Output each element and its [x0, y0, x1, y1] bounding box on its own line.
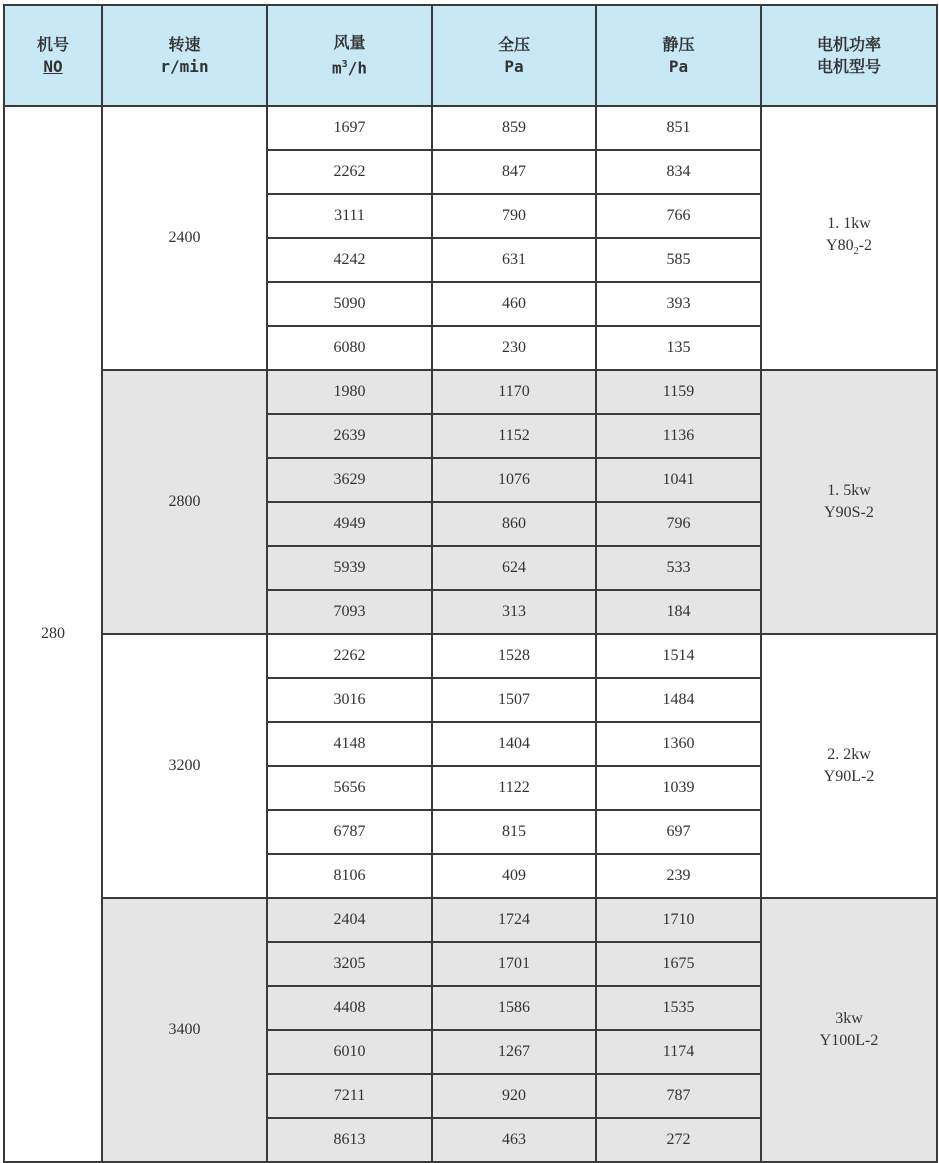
model-no-cell: 280	[4, 106, 102, 1162]
header-static-pressure	[596, 5, 761, 106]
total-cell: 1701	[432, 942, 596, 986]
header-motor	[761, 5, 937, 106]
header-speed-unit: r/min	[160, 56, 209, 76]
header-model-no	[4, 5, 102, 106]
speed-cell: 3400	[102, 898, 267, 1162]
airflow-cell: 5090	[267, 282, 432, 326]
total-cell: 860	[432, 502, 596, 546]
header-total-pressure-unit: Pa	[504, 56, 524, 76]
table-row	[4, 898, 937, 942]
static-cell: 1039	[596, 766, 761, 810]
airflow-cell: 5939	[267, 546, 432, 590]
airflow-cell: 4242	[267, 238, 432, 282]
fan-performance-table	[3, 4, 938, 1163]
header-total-pressure	[432, 5, 596, 106]
static-cell: 1535	[596, 986, 761, 1030]
static-cell: 135	[596, 326, 761, 370]
header-airflow-unit	[268, 54, 431, 79]
motor-model-sub: 2	[853, 246, 859, 258]
airflow-cell: 3205	[267, 942, 432, 986]
motor-cell	[761, 106, 937, 370]
header-row	[4, 5, 937, 106]
static-cell: 393	[596, 282, 761, 326]
total-cell: 859	[432, 106, 596, 150]
airflow-cell: 3111	[267, 194, 432, 238]
airflow-cell: 2639	[267, 414, 432, 458]
static-cell: 1159	[596, 370, 761, 414]
static-cell: 1136	[596, 414, 761, 458]
motor-model: Y90S-2	[824, 504, 874, 521]
static-cell: 787	[596, 1074, 761, 1118]
speed-cell: 2800	[102, 370, 267, 634]
static-cell: 184	[596, 590, 761, 634]
motor-cell	[761, 634, 937, 898]
motor-power: 1. 1kw	[827, 214, 871, 232]
header-total-pressure-title: 全压	[497, 34, 530, 54]
total-cell: 460	[432, 282, 596, 326]
header-speed	[102, 5, 267, 106]
total-cell: 1528	[432, 634, 596, 678]
header-speed-title: 转速	[168, 34, 201, 54]
static-cell: 272	[596, 1118, 761, 1162]
total-cell: 409	[432, 854, 596, 898]
airflow-cell: 4408	[267, 986, 432, 1030]
motor-model-base: Y80	[826, 236, 854, 254]
airflow-cell: 1980	[267, 370, 432, 414]
static-cell: 834	[596, 150, 761, 194]
header-motor-model-title: 电机型号	[816, 56, 881, 76]
speed-cell: 2400	[102, 106, 267, 370]
static-cell: 1360	[596, 722, 761, 766]
airflow-cell: 6010	[267, 1030, 432, 1074]
airflow-cell: 4148	[267, 722, 432, 766]
static-cell: 239	[596, 854, 761, 898]
table-body	[4, 106, 937, 1162]
total-cell: 1267	[432, 1030, 596, 1074]
total-cell: 1404	[432, 722, 596, 766]
total-cell: 1586	[432, 986, 596, 1030]
static-cell: 1174	[596, 1030, 761, 1074]
static-cell: 796	[596, 502, 761, 546]
header-static-pressure-title: 静压	[662, 34, 695, 54]
airflow-cell: 1697	[267, 106, 432, 150]
airflow-cell: 3016	[267, 678, 432, 722]
motor-cell	[761, 370, 937, 634]
airflow-cell: 7093	[267, 590, 432, 634]
header-airflow-unit-sup: 3	[341, 58, 348, 70]
static-cell: 766	[596, 194, 761, 238]
static-cell: 585	[596, 238, 761, 282]
static-cell: 851	[596, 106, 761, 150]
total-cell: 1122	[432, 766, 596, 810]
total-cell: 815	[432, 810, 596, 854]
header-model-no-title: 机号	[36, 34, 69, 54]
motor-model-rest: -2	[858, 236, 872, 254]
airflow-cell: 7211	[267, 1074, 432, 1118]
motor-power: 3kw	[835, 1010, 863, 1027]
motor-power: 1. 5kw	[827, 482, 871, 499]
static-cell: 1041	[596, 458, 761, 502]
airflow-cell: 8106	[267, 854, 432, 898]
header-motor-power-title: 电机功率	[816, 34, 881, 54]
airflow-cell: 6080	[267, 326, 432, 370]
motor-model: Y90L-2	[823, 768, 875, 785]
airflow-cell: 6787	[267, 810, 432, 854]
speed-cell: 3200	[102, 634, 267, 898]
total-cell: 631	[432, 238, 596, 282]
airflow-cell: 2404	[267, 898, 432, 942]
airflow-cell: 5656	[267, 766, 432, 810]
total-cell: 847	[432, 150, 596, 194]
table-row	[4, 106, 937, 150]
total-cell: 1170	[432, 370, 596, 414]
airflow-cell: 3629	[267, 458, 432, 502]
total-cell: 313	[432, 590, 596, 634]
header-model-no-unit: NO	[43, 56, 63, 76]
airflow-cell: 8613	[267, 1118, 432, 1162]
airflow-cell: 2262	[267, 150, 432, 194]
airflow-cell: 4949	[267, 502, 432, 546]
motor-cell	[761, 898, 937, 1162]
total-cell: 624	[432, 546, 596, 590]
header-airflow-title: 风量	[333, 32, 366, 52]
total-cell: 1507	[432, 678, 596, 722]
total-cell: 790	[432, 194, 596, 238]
static-cell: 1514	[596, 634, 761, 678]
total-cell: 1724	[432, 898, 596, 942]
table-row	[4, 370, 937, 414]
header-airflow	[267, 5, 432, 106]
motor-power: 2. 2kw	[827, 746, 871, 763]
static-cell: 533	[596, 546, 761, 590]
static-cell: 1675	[596, 942, 761, 986]
header-static-pressure-unit: Pa	[668, 56, 689, 76]
total-cell: 1152	[432, 414, 596, 458]
total-cell: 463	[432, 1118, 596, 1162]
total-cell: 920	[432, 1074, 596, 1118]
total-cell: 1076	[432, 458, 596, 502]
static-cell: 697	[596, 810, 761, 854]
header-airflow-unit-base: m	[332, 58, 342, 78]
static-cell: 1484	[596, 678, 761, 722]
airflow-cell: 2262	[267, 634, 432, 678]
motor-model: Y100L-2	[819, 1032, 879, 1049]
motor-model	[762, 235, 936, 263]
header-airflow-unit-rest: /h	[347, 58, 367, 78]
total-cell: 230	[432, 326, 596, 370]
static-cell: 1710	[596, 898, 761, 942]
table-row	[4, 634, 937, 678]
